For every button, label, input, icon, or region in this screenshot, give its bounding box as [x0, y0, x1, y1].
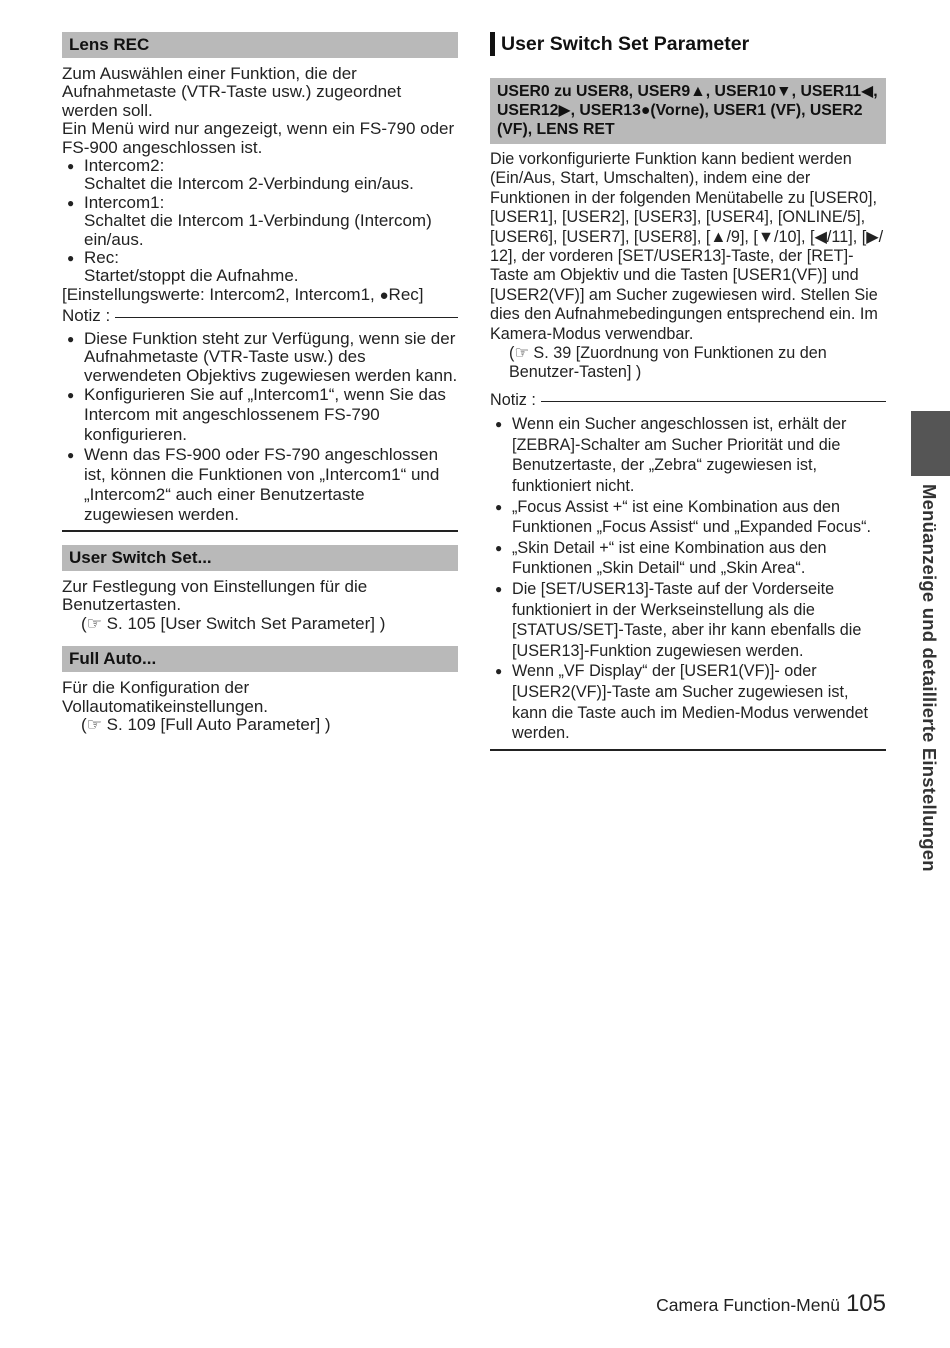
left-triangle-icon: ◀ [814, 227, 827, 246]
subheading-part: , USER11 [791, 83, 862, 100]
page-number: 105 [845, 1290, 886, 1317]
reference-icon: ☞ [514, 344, 529, 363]
subheading-part: USER0 zu USER8, USER9 [497, 83, 691, 100]
list-item: ● „Focus Assist +“ ist eine Kombination aus den Funktionen „Focus Assist“ und „Expanded Focus“. [490, 497, 886, 538]
full-auto-ref: (☞ S. 109 [Full Auto Parameter] ) [81, 714, 331, 734]
left-column [62, 32, 458, 734]
lens-rec-notes [62, 330, 458, 525]
subheading-part: (Vorne), USER1 (VF), USER2 (VF), LENS RET [497, 102, 863, 138]
reference-icon: ☞ [86, 714, 102, 734]
body-part: /10], [ [773, 227, 815, 246]
reference-link[interactable]: S. 39 [Zuordnung von Funktionen zu den Benutzer-Tasten] ) [509, 344, 827, 382]
list-item [62, 157, 458, 194]
reference-icon: ☞ [86, 613, 102, 633]
user-switch-set-ref: (☞ S. 105 [User Switch Set Parameter] ) [81, 613, 386, 633]
user-switch-set-text: Zur Festlegung von Einstellungen für die Benutzertasten. [62, 576, 368, 615]
list-item [62, 194, 458, 249]
right-triangle-icon: ▶ [558, 102, 571, 119]
chapter-tab [911, 411, 950, 476]
default-marker-icon: ● [379, 286, 389, 304]
up-triangle-icon: ▲ [710, 227, 727, 246]
list-item: ● „Skin Detail +“ ist eine Kombination aus den Funktionen „Skin Detail“ und „Skin Area“. [490, 538, 886, 579]
list-item: ● Diese Funktion steht zur Verfügung, wenn sie der Aufnahmetaste (VTR-Taste usw.) des verwendeten Objektivs zugewiesen werden kann. [62, 330, 458, 385]
reference-link[interactable]: S. 105 [User Switch Set Parameter] ) [106, 613, 386, 633]
option-name: ● Rec: [84, 248, 119, 268]
reference-link[interactable]: S. 109 [Full Auto Parameter] ) [106, 714, 331, 734]
notiz-label: Notiz : [490, 390, 536, 409]
left-triangle-icon: ◀ [861, 83, 874, 100]
option-name: ● Intercom2: [84, 156, 165, 176]
section-divider [490, 749, 886, 751]
option-name: ● Intercom1: [84, 192, 165, 212]
subheading-part: , USER13 [570, 102, 641, 119]
right-notes [490, 414, 886, 744]
up-triangle-icon: ▲ [690, 83, 706, 100]
lens-rec-intro: Zum Auswählen einer Funktion, die der Aufnahmetaste (VTR-Taste usw.) zugeordnet werden soll. [62, 64, 402, 120]
lens-rec-notiz [62, 307, 458, 325]
body-text [490, 150, 886, 344]
subheading-part: , USER10 [705, 83, 777, 100]
right-triangle-icon: ▶ [866, 227, 879, 246]
right-notiz [490, 391, 886, 410]
notiz-rule [115, 317, 458, 318]
option-desc: Schaltet die Intercom 2-Verbindung ein/aus. [84, 174, 414, 194]
lens-rec-values [62, 286, 458, 305]
body-part: / 12], der vorderen [SET/USER13]-Taste, der [RET]-Taste am Objektiv und die Tasten [USER1(VF)] und [USER2(VF)] am Sucher zugewiesen wird. Stellen Sie dies den Aufnahmebedingungen entsprechend ein. Im Kamera-Modus verwendbar. [490, 227, 884, 343]
full-auto-text: Für die Konfiguration der Vollautomatikeinstellungen. [62, 678, 269, 716]
circle-icon: ● [640, 102, 651, 119]
down-triangle-icon: ▼ [757, 227, 774, 246]
list-item: ● Die [SET/USER13]-Taste auf der Vorderseite funktioniert in der Werkseinstellung als die [STATUS/SET]-Taste, aber ihr kann ebenfalls die [USER13]-Funktion zugewiesen werden. [490, 579, 886, 661]
list-item: ● Wenn ein Sucher angeschlossen ist, erhält der [ZEBRA]-Schalter am Sucher Priorität und die Benutzertaste, der „Zebra“ zugewiesen ist, funktioniert nicht. [490, 414, 886, 496]
option-desc: Startet/stoppt die Aufnahme. [84, 266, 299, 286]
user-keys-heading [490, 78, 886, 144]
notiz-label: Notiz : [62, 306, 111, 326]
body-part: /11], [ [826, 227, 867, 246]
right-column [490, 32, 886, 751]
footer-title: Camera Function-Menü [656, 1295, 840, 1315]
down-triangle-icon: ▼ [776, 83, 792, 100]
list-item: ● Wenn „VF Display“ der [USER1(VF)]- oder [USER2(VF)]-Taste am Sucher zugewiesen ist, kann die Taste auch im Medien-Modus verwendet werden. [490, 661, 886, 743]
values-prefix: [Einstellungswerte: Intercom2, Intercom1, [62, 284, 380, 304]
chapter-label: Menüanzeige und detaillierte Einstellungen [919, 484, 940, 872]
lens-rec-options [62, 157, 458, 286]
notiz-rule [541, 401, 886, 402]
list-item [62, 249, 458, 286]
user-switch-set-heading: User Switch Set... [62, 545, 458, 571]
subheading-part: , USER12 [497, 83, 878, 119]
body-part: Die vorkonfigurierte Funktion kann bedient werden (Ein/Aus, Start, Umschalten), indem eine der Funktionen in der folgenden Menütabelle zu [USER0], [USER1], [USER2], [USER3], [USER4], [ONLINE/5], [USER6], [USER7], [USER8], [ [490, 150, 877, 246]
list-item: ● Konfigurieren Sie auf „Intercom1“, wenn Sie das Intercom mit angeschlossenem FS-790 konfigurieren. [62, 385, 458, 445]
body-ref: (☞ S. 39 [Zuordnung von Funktionen zu den Benutzer-Tasten] ) [509, 344, 827, 382]
body-part: /9], [ [726, 227, 758, 246]
list-item: ● Wenn das FS-900 oder FS-790 angeschlossen ist, können die Funktionen von „Intercom1“ und „Intercom2“ auch einer Benutzertaste zugewiesen werden. [62, 445, 458, 525]
option-desc: Schaltet die Intercom 1-Verbindung (Intercom) ein/aus. [84, 211, 432, 249]
section-title: User Switch Set Parameter [490, 32, 886, 56]
full-auto-heading: Full Auto... [62, 646, 458, 672]
lens-rec-intro2: Ein Menü wird nur angezeigt, wenn ein FS-790 oder FS-900 angeschlossen ist. [62, 119, 455, 157]
page-footer [656, 1290, 886, 1318]
values-default: Rec] [388, 284, 424, 304]
lens-rec-heading: Lens REC [62, 32, 458, 58]
